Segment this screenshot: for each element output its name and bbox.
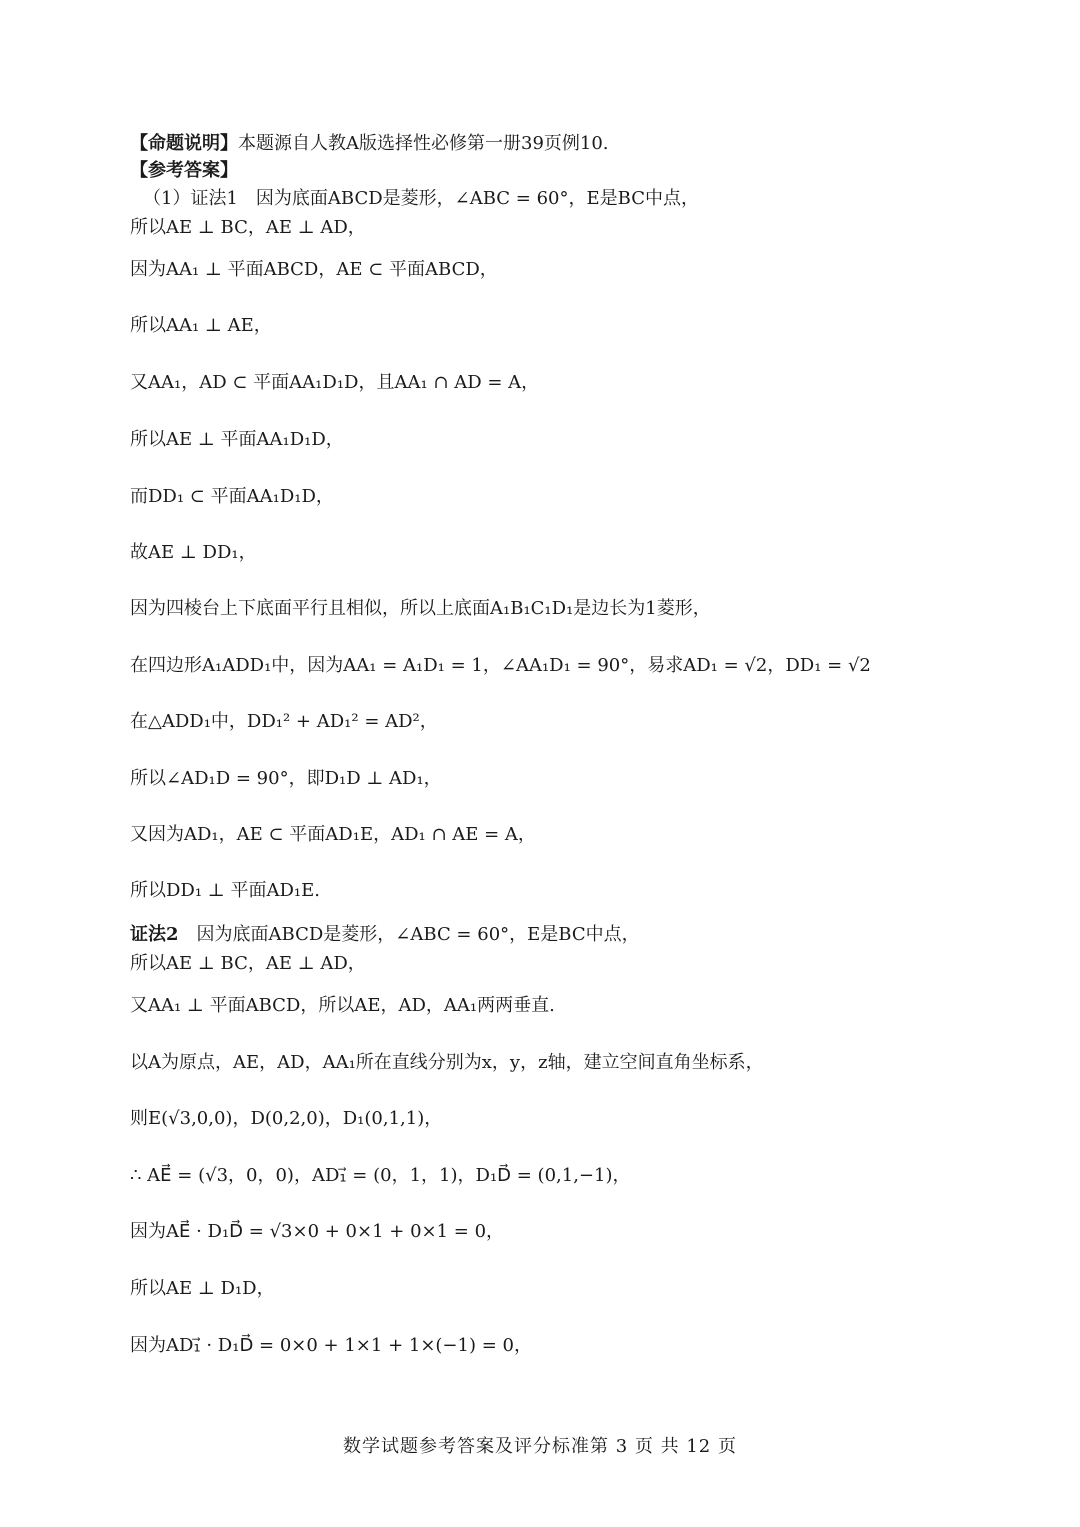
- proof-line: 而DD₁ ⊂ 平面AA₁D₁D，: [130, 486, 334, 507]
- proof-line: 以A为原点，AE，AD，AA₁所在直线分别为x，y，z轴，建立空间直角坐标系，: [130, 1052, 764, 1073]
- proof-line: 因为AA₁ ⊥ 平面ABCD，AE ⊂ 平面ABCD，: [130, 259, 498, 280]
- method2-heading: [130, 923, 640, 947]
- page-footer: 数学试题参考答案及评分标准第 3 页 共 12 页: [343, 1436, 737, 1457]
- proof-line: 所以∠AD₁D = 90°，即D₁D ⊥ AD₁，: [130, 768, 442, 789]
- method2-label: 证法2: [130, 924, 179, 945]
- proof-line: 因为底面ABCD是菱形，∠ABC = 60°，E是BC中点，: [178, 924, 640, 945]
- proposition-note-text: 本题源自人教A版选择性必修第一册39页例10.: [238, 133, 609, 154]
- proof-line: 因为四棱台上下底面平行且相似，所以上底面A₁B₁C₁D₁是边长为1菱形，: [130, 598, 711, 619]
- proof-line: 所以AA₁ ⊥ AE，: [130, 315, 272, 336]
- proof-line: 又AA₁ ⊥ 平面ABCD，所以AE，AD，AA₁两两垂直.: [130, 995, 555, 1016]
- proof-line: 所以AE ⊥ D₁D，: [130, 1278, 275, 1299]
- proof-line: 在四边形A₁ADD₁中，因为AA₁ = A₁D₁ = 1，∠AA₁D₁ = 90°，易求AD₁ = √2，DD₁ = √2: [130, 655, 871, 676]
- proof-line: 故AE ⊥ DD₁，: [130, 542, 257, 563]
- proof-line: 因为AD₁⃗ · D₁D⃗ = 0×0 + 1×1 + 1×(−1) = 0，: [130, 1335, 532, 1356]
- proof-line: 所以AE ⊥ 平面AA₁D₁D，: [130, 429, 344, 450]
- proposition-note-label: 【命题说明】: [130, 133, 238, 154]
- proposition-note: [130, 132, 609, 156]
- proof-line: 又因为AD₁，AE ⊂ 平面AD₁E，AD₁ ∩ AE = A，: [130, 824, 536, 845]
- proof-line: 所以DD₁ ⊥ 平面AD₁E.: [130, 880, 320, 901]
- proof-line: 又AA₁，AD ⊂ 平面AA₁D₁D，且AA₁ ∩ AD = A，: [130, 372, 540, 393]
- proof-line: 因为AE⃗ · D₁D⃗ = √3×0 + 0×1 + 0×1 = 0，: [130, 1221, 505, 1242]
- proof-line: ∴ AE⃗ = (√3，0，0)，AD₁⃗ = (0，1，1)，D₁D⃗ = (0,1,−1)，: [130, 1165, 631, 1186]
- proof-line: 所以AE ⊥ BC，AE ⊥ AD，: [130, 953, 366, 974]
- proof-line: 在△ADD₁中，DD₁² + AD₁² = AD²，: [130, 711, 438, 732]
- proof-line: （1）证法1 因为底面ABCD是菱形，∠ABC = 60°，E是BC中点，: [143, 188, 699, 209]
- proof-line: 所以AE ⊥ BC，AE ⊥ AD，: [130, 217, 366, 238]
- reference-answer-label: 【参考答案】: [130, 160, 238, 181]
- proof-line: 则E(√3,0,0)，D(0,2,0)，D₁(0,1,1)，: [130, 1108, 443, 1129]
